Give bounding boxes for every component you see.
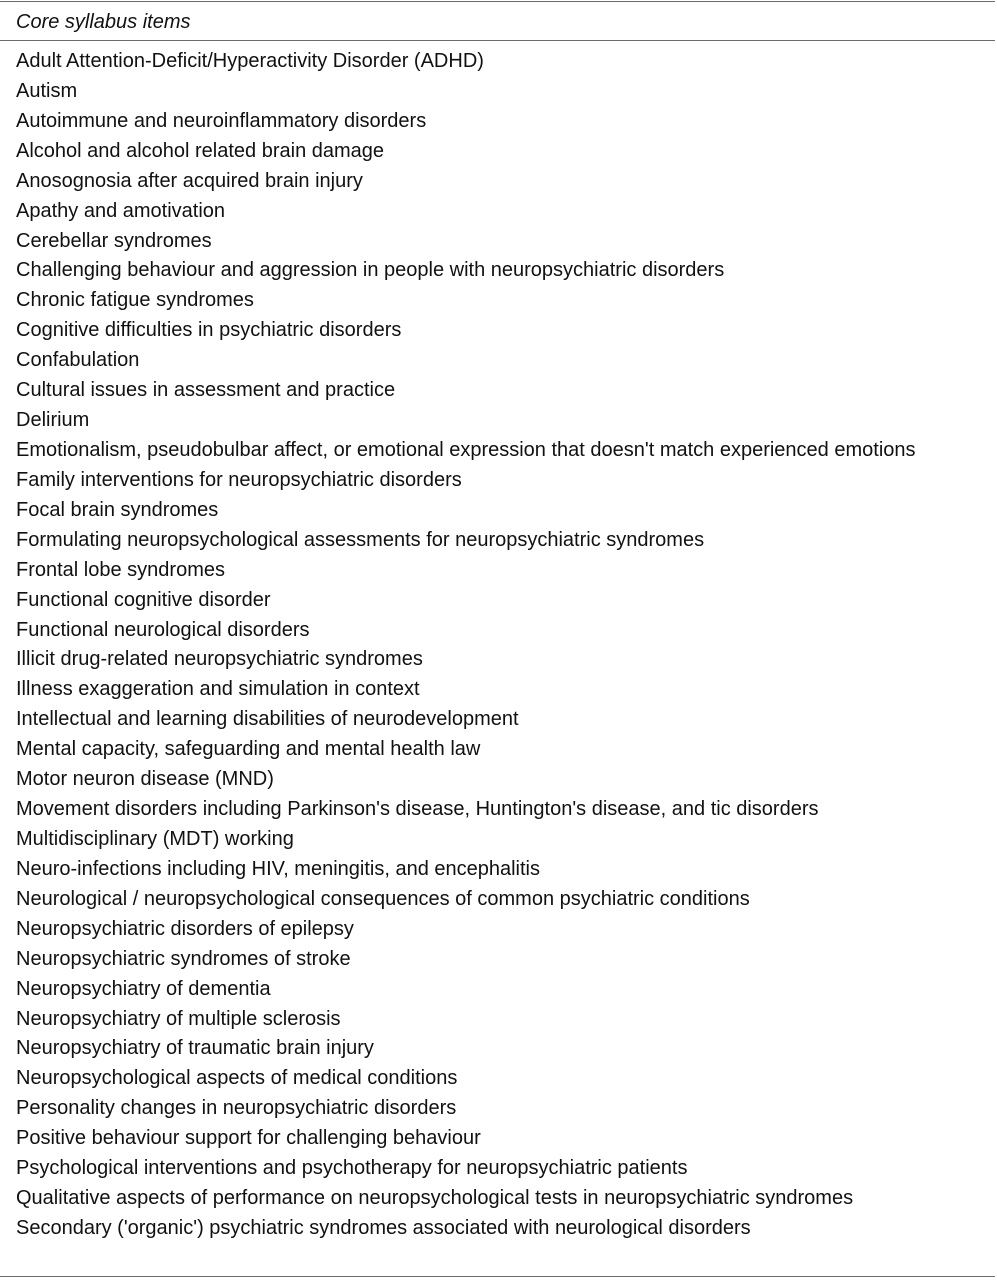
table-row: Intellectual and learning disabilities of neurodevelopment [16, 708, 519, 731]
table-row: Confabulation [16, 349, 140, 372]
column-header: Core syllabus items [16, 11, 191, 33]
table-row: Focal brain syndromes [16, 498, 219, 521]
table-row: Motor neuron disease (MND) [16, 768, 274, 791]
table-row: Personality changes in neuropsychiatric disorders [16, 1097, 457, 1120]
table-row: Neuro-infections including HIV, meningitis, and encephalitis [16, 857, 541, 880]
table-row: Chronic fatigue syndromes [16, 289, 254, 312]
table-row: Functional neurological disorders [16, 618, 310, 641]
table-row: Movement disorders including Parkinson's disease, Huntington's disease, and tic disorders [16, 798, 819, 821]
table-row: Neuropsychiatry of multiple sclerosis [16, 1007, 341, 1030]
table-row: Alcohol and alcohol related brain damage [16, 139, 385, 162]
header-rule [0, 40, 995, 41]
table-row: Illness exaggeration and simulation in context [16, 678, 420, 701]
table-bottom-rule [0, 1276, 995, 1277]
table-row: Formulating neuropsychological assessments for neuropsychiatric syndromes [16, 528, 705, 551]
table-row: Apathy and amotivation [16, 199, 226, 222]
table-row: Family interventions for neuropsychiatric disorders [16, 468, 462, 491]
table-row: Adult Attention-Deficit/Hyperactivity Disorder (ADHD) [16, 50, 484, 72]
table-row: Cultural issues in assessment and practice [16, 379, 396, 402]
table-row: Functional cognitive disorder [16, 588, 271, 611]
table-row: Mental capacity, safeguarding and mental health law [16, 738, 481, 761]
table-row: Neuropsychiatric disorders of epilepsy [16, 917, 354, 940]
table-row: Cerebellar syndromes [16, 229, 212, 252]
table-row: Positive behaviour support for challenging behaviour [16, 1127, 481, 1150]
syllabus-items-list [16, 47, 976, 1244]
table-row: Neuropsychological aspects of medical conditions [16, 1067, 458, 1090]
table-row: Secondary ('organic') psychiatric syndromes associated with neurological disorders [16, 1216, 751, 1239]
table-row: Anosognosia after acquired brain injury [16, 169, 363, 192]
table-top-rule [0, 1, 995, 2]
table-row: Psychological interventions and psychotherapy for neuropsychiatric patients [16, 1157, 688, 1180]
table-row: Frontal lobe syndromes [16, 558, 225, 581]
table-row: Delirium [16, 409, 90, 432]
table-row: Qualitative aspects of performance on neuropsychological tests in neuropsychiatric syndromes [16, 1187, 854, 1210]
table-row: Emotionalism, pseudobulbar affect, or emotional expression that doesn't match experienced emotions [16, 438, 916, 461]
table-row: Autoimmune and neuroinflammatory disorders [16, 109, 427, 132]
table-row: Neuropsychiatric syndromes of stroke [16, 947, 351, 970]
table-row: Challenging behaviour and aggression in people with neuropsychiatric disorders [16, 259, 725, 282]
table-row: Cognitive difficulties in psychiatric disorders [16, 319, 402, 342]
table-row: Multidisciplinary (MDT) working [16, 827, 294, 850]
table-row: Autism [16, 79, 78, 102]
table-row: Neuropsychiatry of dementia [16, 977, 271, 1000]
table-row: Neurological / neuropsychological consequences of common psychiatric conditions [16, 887, 750, 910]
table-row: Neuropsychiatry of traumatic brain injury [16, 1037, 374, 1060]
table-row: Illicit drug-related neuropsychiatric syndromes [16, 648, 423, 671]
